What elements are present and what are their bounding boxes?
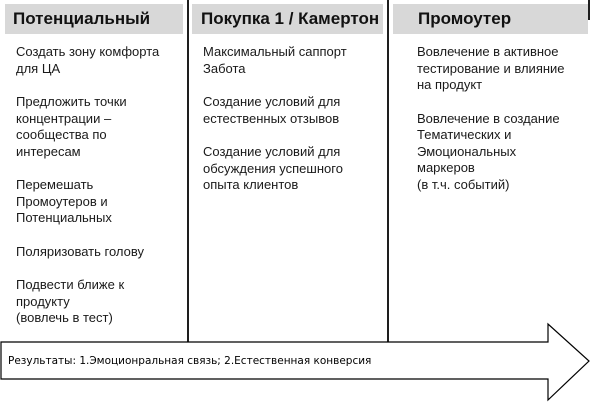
header-purchase: Покупка 1 / Камертон bbox=[192, 4, 383, 34]
potential-item: Предложить точки концентрации – сообщества по интересам bbox=[16, 94, 127, 159]
purchase-item: Максимальный саппорт Забота bbox=[203, 44, 347, 76]
column-divider-2 bbox=[387, 0, 389, 354]
column-purchase bbox=[203, 44, 383, 211]
column-divider-3 bbox=[588, 0, 590, 20]
potential-item: Подвести ближе к продукту (вовлечь в тест) bbox=[16, 277, 125, 325]
results-text: Результаты: 1.Эмоционральная связь; 2.Естественная конверсия bbox=[8, 355, 372, 367]
promoter-item: Вовлечение в активное тестирование и влияние на продукт bbox=[417, 44, 565, 92]
purchase-item: Создание условий для естественных отзывов bbox=[203, 94, 341, 126]
promoter-item: Вовлечение в создание Тематических и Эмоциональных маркеров (в т.ч. событий) bbox=[417, 110, 560, 192]
header-potential: Потенциальный bbox=[5, 4, 183, 34]
column-promoter bbox=[417, 44, 587, 210]
column-potential bbox=[16, 44, 184, 344]
potential-item: Поляризовать голову bbox=[16, 243, 144, 259]
purchase-item: Создание условий для обсуждения успешного опыта клиентов bbox=[203, 144, 343, 192]
potential-item: Создать зону комфорта для ЦА bbox=[16, 44, 160, 76]
potential-item: Перемешать Промоутеров и Потенциальных bbox=[16, 177, 112, 225]
header-promoter: Промоутер bbox=[393, 4, 588, 34]
column-divider-1 bbox=[187, 0, 189, 354]
